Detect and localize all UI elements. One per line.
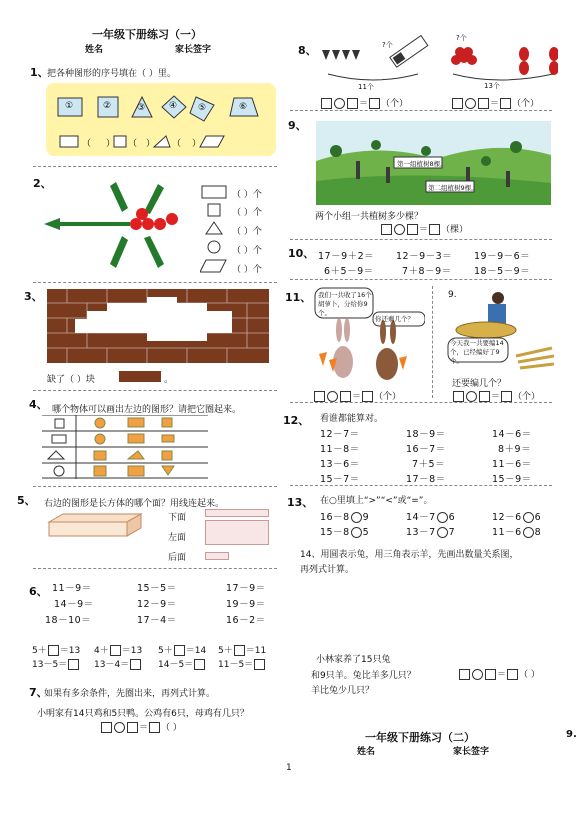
operator-circle[interactable] xyxy=(465,98,476,109)
q14-problem-2: 和9只羊。兔比羊多几只？ xyxy=(311,671,416,681)
compare-right: 8 xyxy=(534,527,542,538)
answer-box[interactable] xyxy=(194,659,205,670)
q3-number: 3、 xyxy=(24,290,43,303)
compare-circle[interactable] xyxy=(351,512,362,523)
shape-label-6: ⑥ xyxy=(239,102,248,112)
compare-right: 6 xyxy=(534,512,542,523)
q12-eq: 12－7＝ xyxy=(320,429,360,440)
answer-box[interactable] xyxy=(314,391,325,402)
face-label-left: 左面 xyxy=(168,533,187,543)
q6-eq: 14－9＝ xyxy=(54,599,94,610)
shape-label-5: ⑤ xyxy=(198,103,207,113)
q2-count-2: （ ）个 xyxy=(232,208,262,218)
q11-number: 11、 xyxy=(285,291,312,304)
face-label-bottom: 下面 xyxy=(168,513,187,523)
q14-text: 用圆表示兔，用三角表示羊，先画出数量关系图， xyxy=(320,550,519,560)
answer-box[interactable] xyxy=(48,645,59,656)
shape-label-1: ① xyxy=(65,101,74,111)
q12-eq: 18－9＝ xyxy=(406,429,446,440)
q12-eq: 15－9＝ xyxy=(492,474,532,485)
compare-left: 16－8 xyxy=(320,512,350,523)
q10-eq: 6＋5－9＝ xyxy=(324,266,374,277)
brick-icon xyxy=(119,371,161,382)
q3-brick-wall xyxy=(47,289,269,363)
compare-circle[interactable] xyxy=(351,527,362,538)
q11-text: 还要编几个？ xyxy=(452,379,507,389)
q7-problem: 小明家有14只鸡和5只鸭。公鸡有6只，母鸡有几只？ xyxy=(37,709,249,719)
q6-eq: 11－9＝ xyxy=(52,583,92,594)
face-left xyxy=(205,520,269,545)
unit-label: （ ） xyxy=(161,723,182,733)
face-label-back: 后面 xyxy=(168,553,187,563)
q11-sub-number: 9. xyxy=(448,290,457,300)
blank-close: ） xyxy=(192,139,202,149)
unit-label: （个） xyxy=(512,99,540,109)
q8-q1: ?个 xyxy=(382,41,393,49)
answer-box[interactable] xyxy=(453,391,464,402)
next-page-title: 一年级下册练习（二） xyxy=(365,731,475,744)
q14-answer: ＝ （ ） xyxy=(458,667,540,680)
q2-count-5: （ ）个 xyxy=(232,265,262,275)
fill-eq: 5＋ xyxy=(158,646,173,656)
q8-pictures xyxy=(318,30,558,82)
q6-eq: 17－4＝ xyxy=(137,615,177,626)
fill-eq: ＝11 xyxy=(245,646,267,656)
compare-left: 12－6 xyxy=(492,512,522,523)
compare-right: 7 xyxy=(448,527,456,538)
rabbit-bubble-1: 我们一共收了16个胡萝卜，分给你9个。 xyxy=(318,291,372,317)
q10-eq: 19－9－6＝ xyxy=(474,251,531,262)
q12-number: 12、 xyxy=(283,414,310,427)
q8-count-2: 13个 xyxy=(484,82,500,90)
q12-eq: 14－6＝ xyxy=(492,429,532,440)
q12-eq: 16－7＝ xyxy=(406,444,446,455)
answer-box[interactable] xyxy=(369,98,380,109)
q6-eq: 12－9＝ xyxy=(137,599,177,610)
q10-eq: 7＋8－9＝ xyxy=(402,266,452,277)
q9-answer: ＝ （棵） xyxy=(380,222,468,235)
rabbit-bubble-2: 你还剩几个？ xyxy=(375,315,414,323)
fill-eq: 11－5＝ xyxy=(218,660,254,670)
answer-box[interactable] xyxy=(149,722,160,733)
unit-label: （个） xyxy=(381,99,409,109)
operator-circle[interactable] xyxy=(466,391,477,402)
blank-open: （ xyxy=(172,139,182,149)
answer-box[interactable] xyxy=(507,669,518,680)
q12-eq: 11－6＝ xyxy=(492,459,532,470)
q8-answer-1: ＝ （个） xyxy=(320,96,408,109)
unit-label: （个） xyxy=(513,392,541,402)
answer-box[interactable] xyxy=(479,391,490,402)
answer-box[interactable] xyxy=(174,645,185,656)
answer-box[interactable] xyxy=(501,391,512,402)
answer-box[interactable] xyxy=(429,224,440,235)
page-number: 1 xyxy=(286,763,292,773)
q13-text: 在○里填上“>”“<”或“=”。 xyxy=(320,496,433,506)
q4-number: 4、 xyxy=(29,398,48,411)
q8-q2: ?个 xyxy=(456,34,467,42)
fill-eq: 4＋ xyxy=(94,646,109,656)
q1-text: 把各种图形的序号填在（ ）里。 xyxy=(47,69,176,79)
q2-count-1: （ ）个 xyxy=(232,190,262,200)
shape-label-2: ② xyxy=(103,101,112,111)
q8-answer-2: ＝ （个） xyxy=(451,96,539,109)
fill-eq: ＝13 xyxy=(59,646,81,656)
q12-eq: 8＋9＝ xyxy=(498,444,532,455)
q2-figure xyxy=(44,178,194,274)
q7-answer-line: ＝ （ ） xyxy=(100,720,182,733)
q10-eq: 18－5－9＝ xyxy=(474,266,531,277)
q5-text: 右边的图形是长方体的哪个面？用线连起来。 xyxy=(44,499,225,509)
weaver-bubble: 今天我一共要编14个，已经编好了9个。 xyxy=(450,339,504,365)
answer-box[interactable] xyxy=(130,659,141,670)
compare-circle[interactable] xyxy=(437,527,448,538)
answer-box[interactable] xyxy=(500,98,511,109)
compare-right: 5 xyxy=(362,527,370,538)
q14-text2: 再列式计算。 xyxy=(300,565,355,575)
q6-eq: 15－5＝ xyxy=(137,583,177,594)
compare-left: 14－7 xyxy=(406,512,436,523)
compare-left: 13－7 xyxy=(406,527,436,538)
name-label: 姓名 xyxy=(85,45,104,55)
answer-box[interactable] xyxy=(347,98,358,109)
speech-bubble-2: 第二组植树9棵。 xyxy=(428,184,478,192)
unit-label: （个） xyxy=(374,392,402,402)
blank-close: ） xyxy=(146,139,156,149)
sign-label: 家长签字 xyxy=(175,45,212,55)
q8-number: 8、 xyxy=(298,44,317,57)
q2-count-4: （ ）个 xyxy=(232,246,262,256)
shape-label-4: ④ xyxy=(169,101,178,111)
q1-number: 1、 xyxy=(30,66,49,79)
q6-eq: 17－9＝ xyxy=(226,583,266,594)
page-title: 一年级下册练习（一） xyxy=(92,28,202,41)
q11-answer-1: ＝ （个） xyxy=(313,389,401,402)
corner-number: 9. xyxy=(566,729,577,740)
q10-eq: 12－9－3＝ xyxy=(396,251,453,262)
q7-number: 7、 xyxy=(29,686,48,699)
answer-box[interactable] xyxy=(485,669,496,680)
compare-right: 6 xyxy=(448,512,456,523)
q5-number: 5、 xyxy=(17,494,36,507)
fill-eq: ＝13 xyxy=(121,646,143,656)
q12-eq: 13－6＝ xyxy=(320,459,360,470)
q12-eq: 15－7＝ xyxy=(320,474,360,485)
compare-circle[interactable] xyxy=(437,512,448,523)
q12-text: 看谁都能算对。 xyxy=(320,414,384,424)
answer-box[interactable] xyxy=(459,669,470,680)
q2-legend-shapes xyxy=(200,184,230,274)
face-bottom xyxy=(205,509,269,517)
q1-panel xyxy=(46,83,276,156)
q14-problem-1: 小林家养了15只兔 xyxy=(316,655,391,665)
shape-label-3: ③ xyxy=(137,103,146,113)
operator-circle[interactable] xyxy=(114,722,125,733)
operator-circle[interactable] xyxy=(394,224,405,235)
footer-sign-label: 家长签字 xyxy=(453,747,490,757)
answer-box[interactable] xyxy=(452,98,463,109)
answer-box[interactable] xyxy=(101,722,112,733)
operator-circle[interactable] xyxy=(327,391,338,402)
fill-eq: 13－4＝ xyxy=(94,660,130,670)
q6-eq: 18－10＝ xyxy=(45,615,92,626)
q2-number: 2、 xyxy=(33,177,52,190)
q14-problem-3: 羊比兔少几只？ xyxy=(311,686,375,696)
q6-eq: 19－9＝ xyxy=(226,599,266,610)
q3-text: 缺了（ ）块 xyxy=(47,375,95,385)
q13-number: 13、 xyxy=(287,496,314,509)
compare-right: 9 xyxy=(362,512,370,523)
unit-label: （ ） xyxy=(519,670,540,680)
speech-bubble-1: 第一组植树8棵。 xyxy=(397,160,447,168)
q4-table xyxy=(42,415,208,479)
blank-close: ） xyxy=(106,139,116,149)
answer-box[interactable] xyxy=(340,391,351,402)
q14-number: 14、 xyxy=(300,550,321,560)
q10-eq: 17－9＋2＝ xyxy=(318,251,375,262)
cuboid-figure xyxy=(45,512,145,542)
q8-count-1: 11个 xyxy=(358,83,374,91)
q11-answer-2: ＝ （个） xyxy=(452,389,540,402)
q10-number: 10、 xyxy=(288,247,315,260)
q4-text: 哪个物体可以画出左边的图形？请把它圈起来。 xyxy=(52,405,242,415)
unit-label: （棵） xyxy=(441,225,469,235)
footer-name-label: 姓名 xyxy=(357,747,376,757)
operator-circle[interactable] xyxy=(472,669,483,680)
blank-open: （ xyxy=(128,139,138,149)
answer-box[interactable] xyxy=(362,391,373,402)
compare-left: 15－8 xyxy=(320,527,350,538)
compare-left: 11－6 xyxy=(492,527,522,538)
answer-box[interactable] xyxy=(254,659,265,670)
q6-number: 6、 xyxy=(29,585,48,598)
fill-eq: 13－5＝ xyxy=(32,660,68,670)
answer-box[interactable] xyxy=(321,98,332,109)
q9-text: 两个小组一共植树多少棵？ xyxy=(315,212,424,222)
answer-box[interactable] xyxy=(68,659,79,670)
q12-eq: 7＋5＝ xyxy=(412,459,446,470)
q12-eq: 17－8＝ xyxy=(406,474,446,485)
compare-circle[interactable] xyxy=(523,512,534,523)
fill-eq: 14－5＝ xyxy=(158,660,194,670)
fill-eq: 5＋ xyxy=(32,646,47,656)
answer-box[interactable] xyxy=(110,645,121,656)
answer-box[interactable] xyxy=(381,224,392,235)
answer-box[interactable] xyxy=(478,98,489,109)
q6-eq: 16－2＝ xyxy=(226,615,266,626)
fill-eq: ＝14 xyxy=(185,646,207,656)
answer-box[interactable] xyxy=(234,645,245,656)
fill-eq: 5＋ xyxy=(218,646,233,656)
compare-circle[interactable] xyxy=(523,527,534,538)
q2-count-3: （ ）个 xyxy=(232,227,262,237)
q7-text: 如果有多余条件，先圈出来，再列式计算。 xyxy=(44,689,216,699)
answer-box[interactable] xyxy=(407,224,418,235)
q12-eq: 11－8＝ xyxy=(320,444,360,455)
operator-circle[interactable] xyxy=(334,98,345,109)
q1-shapes xyxy=(46,83,276,156)
q9-number: 9、 xyxy=(288,119,307,132)
blank-open: （ xyxy=(82,139,92,149)
q3-end: 。 xyxy=(164,375,174,385)
face-back xyxy=(205,552,229,560)
answer-box[interactable] xyxy=(127,722,138,733)
